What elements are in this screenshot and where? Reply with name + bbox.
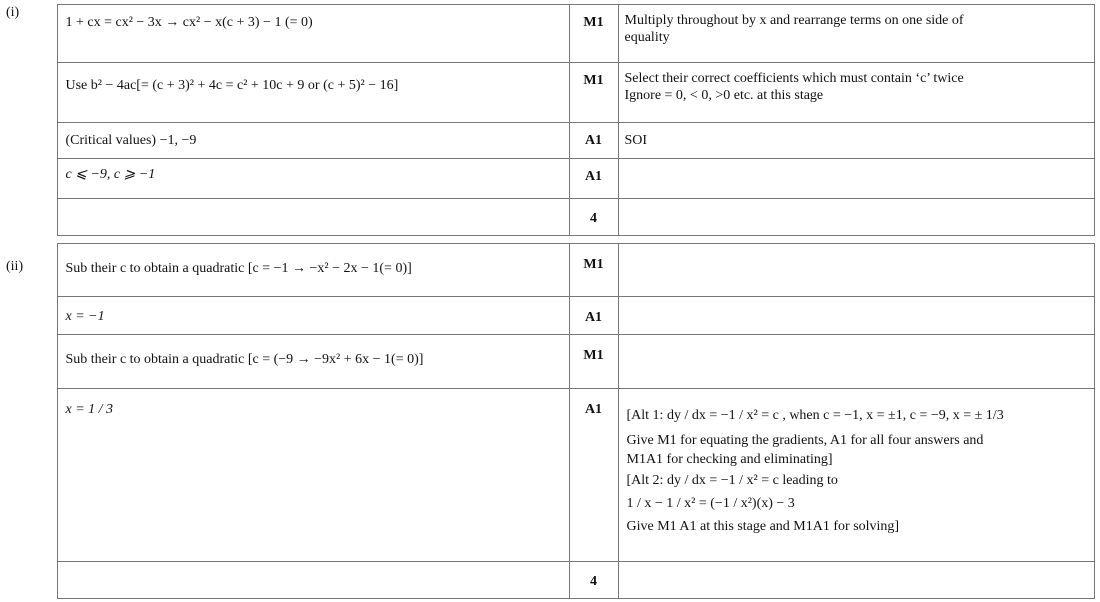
mark-cell: A1 bbox=[569, 389, 618, 562]
answer-cell bbox=[57, 244, 569, 297]
note-line: Ignore = 0, < 0, >0 etc. at this stage bbox=[624, 88, 824, 103]
mark-cell: A1 bbox=[569, 123, 618, 159]
note-cell bbox=[618, 297, 1094, 335]
note-line: Give M1 for equating the gradients, A1 for all four answers and bbox=[626, 433, 984, 448]
answer-cell bbox=[57, 389, 569, 562]
answer-text: x = 1 / 3 bbox=[65, 402, 114, 417]
mark-cell: M1 bbox=[569, 335, 618, 389]
table-row bbox=[0, 335, 1094, 389]
table-row bbox=[0, 123, 1094, 159]
table-row bbox=[0, 297, 1094, 335]
answer-text: 1 + cx = cx² − 3x → cx² − x(c + 3) − 1 (= 0) bbox=[65, 15, 313, 30]
part-ii-label: (ii) bbox=[6, 259, 24, 274]
answer-text: x = −1 bbox=[65, 309, 105, 324]
note-line: 1 / x − 1 / x² = (−1 / x²)(x) − 3 bbox=[626, 496, 795, 511]
mark-cell: M1 bbox=[569, 63, 618, 123]
answer-cell bbox=[57, 335, 569, 389]
table-row bbox=[0, 63, 1094, 123]
note-line: equality bbox=[624, 30, 670, 45]
table-row bbox=[0, 159, 1094, 199]
note-cell bbox=[618, 123, 1094, 159]
total-mark: 4 bbox=[569, 199, 618, 236]
note-cell bbox=[618, 5, 1094, 63]
answer-text: (Critical values) −1, −9 bbox=[65, 133, 197, 148]
note-cell bbox=[618, 63, 1094, 123]
part-i-table bbox=[0, 4, 1095, 236]
note-cell bbox=[618, 199, 1094, 236]
note-line: [Alt 1: dy / dx = −1 / x² = c , when c = −1, x = ±1, c = −9, x = ± 1/3 bbox=[626, 408, 1004, 423]
note-line: SOI bbox=[624, 133, 648, 148]
part-i-label: (i) bbox=[6, 5, 20, 20]
note-line: Select their correct coefficients which must contain ‘c’ twice bbox=[624, 71, 964, 86]
table-row-total bbox=[0, 562, 1094, 599]
table-row bbox=[0, 5, 1094, 63]
answer-cell bbox=[57, 199, 569, 236]
answer-text: c ⩽ −9, c ⩾ −1 bbox=[65, 167, 156, 182]
part-ii-table bbox=[0, 243, 1095, 599]
answer-cell bbox=[57, 63, 569, 123]
answer-text: Sub their c to obtain a quadratic [c = (−9 → −9x² + 6x − 1(= 0)] bbox=[65, 352, 424, 367]
note-cell bbox=[618, 159, 1094, 199]
answer-cell bbox=[57, 562, 569, 599]
answer-cell bbox=[57, 159, 569, 199]
note-cell bbox=[618, 389, 1094, 562]
answer-cell bbox=[57, 5, 569, 63]
answer-text: Use b² − 4ac[= (c + 3)² + 4c = c² + 10c + 9 or (c + 5)² − 16] bbox=[65, 78, 399, 93]
note-cell bbox=[618, 335, 1094, 389]
mark-cell: A1 bbox=[569, 297, 618, 335]
answer-cell bbox=[57, 123, 569, 159]
note-line: [Alt 2: dy / dx = −1 / x² = c leading to bbox=[626, 473, 838, 488]
answer-cell bbox=[57, 297, 569, 335]
note-line: M1A1 for checking and eliminating] bbox=[626, 452, 833, 467]
note-cell bbox=[618, 562, 1094, 599]
mark-cell: M1 bbox=[569, 5, 618, 63]
table-row bbox=[0, 389, 1094, 562]
note-line: Give M1 A1 at this stage and M1A1 for solving] bbox=[626, 519, 900, 534]
table-row bbox=[0, 244, 1094, 297]
table-row-total bbox=[0, 199, 1094, 236]
mark-cell: M1 bbox=[569, 244, 618, 297]
total-mark: 4 bbox=[569, 562, 618, 599]
note-cell bbox=[618, 244, 1094, 297]
answer-text: Sub their c to obtain a quadratic [c = −1 → −x² − 2x − 1(= 0)] bbox=[65, 261, 412, 276]
note-line: Multiply throughout by x and rearrange terms on one side of bbox=[624, 13, 964, 28]
mark-cell: A1 bbox=[569, 159, 618, 199]
